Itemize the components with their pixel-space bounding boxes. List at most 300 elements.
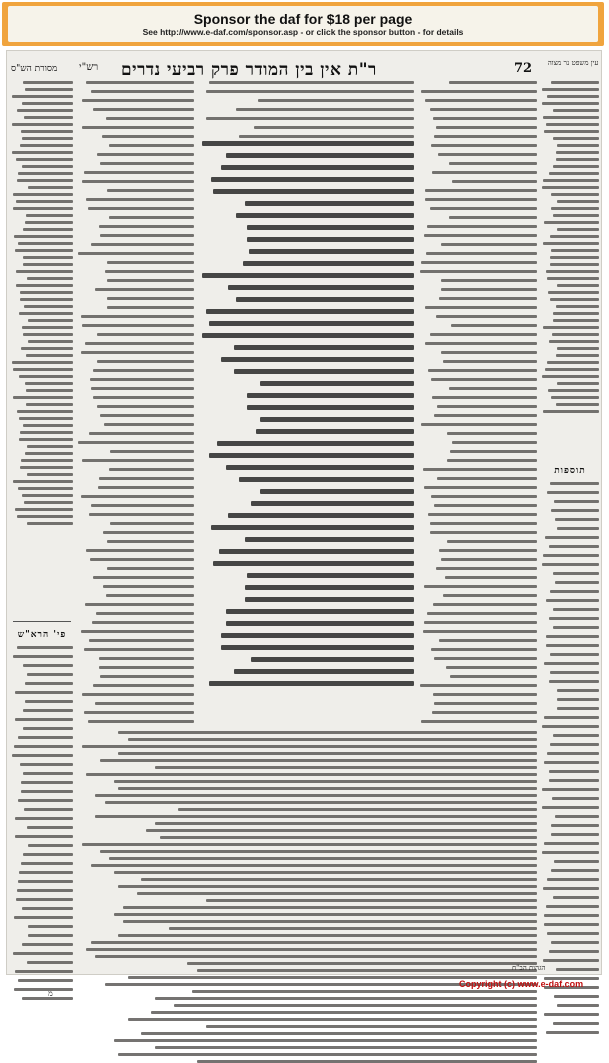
text-line bbox=[542, 725, 599, 728]
text-line bbox=[26, 214, 73, 217]
tosafot-section-label: תוספות bbox=[554, 466, 586, 476]
text-line bbox=[425, 306, 537, 309]
text-line bbox=[550, 235, 599, 238]
ein-mishpat-column bbox=[541, 81, 599, 461]
text-line bbox=[78, 441, 194, 444]
text-line bbox=[85, 603, 194, 606]
sponsor-banner[interactable] bbox=[2, 2, 604, 46]
text-line bbox=[19, 312, 73, 315]
text-line bbox=[13, 480, 73, 483]
bottom-commentary bbox=[77, 731, 537, 963]
text-line bbox=[85, 342, 194, 345]
text-line bbox=[103, 585, 194, 588]
text-line bbox=[178, 808, 537, 811]
text-line bbox=[256, 429, 414, 434]
text-line bbox=[421, 423, 537, 426]
text-line bbox=[109, 468, 194, 471]
text-line bbox=[450, 675, 537, 678]
text-line bbox=[155, 766, 537, 769]
text-line bbox=[548, 291, 599, 294]
text-line bbox=[423, 468, 537, 471]
text-line bbox=[23, 81, 73, 84]
text-line bbox=[107, 189, 194, 192]
text-line bbox=[221, 357, 414, 362]
text-line bbox=[211, 177, 414, 182]
text-line bbox=[28, 319, 73, 322]
text-line bbox=[21, 862, 73, 865]
text-line bbox=[24, 501, 73, 504]
text-line bbox=[431, 648, 537, 651]
text-line bbox=[549, 770, 599, 773]
text-line bbox=[226, 465, 414, 470]
text-line bbox=[551, 824, 599, 827]
text-line bbox=[542, 102, 599, 105]
text-line bbox=[197, 1060, 537, 1063]
text-line bbox=[555, 581, 599, 584]
text-line bbox=[421, 90, 537, 93]
text-line bbox=[95, 288, 194, 291]
text-line bbox=[91, 90, 194, 93]
text-line bbox=[441, 558, 537, 561]
text-line bbox=[260, 417, 414, 422]
text-line bbox=[451, 324, 537, 327]
text-line bbox=[438, 153, 537, 156]
text-line bbox=[16, 270, 73, 273]
text-line bbox=[556, 354, 599, 357]
text-line bbox=[28, 925, 73, 928]
text-line bbox=[106, 594, 194, 597]
text-line bbox=[23, 772, 73, 775]
text-line bbox=[445, 576, 537, 579]
text-line bbox=[217, 441, 414, 446]
text-line bbox=[542, 806, 599, 809]
text-line bbox=[91, 504, 194, 507]
text-line bbox=[425, 189, 537, 192]
text-line bbox=[554, 500, 599, 503]
text-line bbox=[12, 95, 73, 98]
text-line bbox=[100, 675, 194, 678]
text-line bbox=[97, 153, 194, 156]
text-line bbox=[25, 382, 73, 385]
text-line bbox=[557, 707, 599, 710]
text-line bbox=[84, 648, 194, 651]
text-line bbox=[15, 249, 73, 252]
text-line bbox=[88, 207, 194, 210]
text-line bbox=[123, 920, 537, 923]
text-line bbox=[86, 198, 194, 201]
text-line bbox=[549, 680, 599, 683]
hagahot-label: הגהות הב"ח bbox=[512, 964, 546, 972]
text-line bbox=[544, 716, 599, 719]
text-line bbox=[107, 261, 194, 264]
text-line bbox=[431, 144, 537, 147]
text-line bbox=[545, 368, 599, 371]
text-line bbox=[557, 382, 599, 385]
text-line bbox=[430, 531, 537, 534]
text-line bbox=[421, 720, 537, 723]
text-line bbox=[25, 700, 73, 703]
text-line bbox=[95, 702, 194, 705]
text-line bbox=[557, 698, 599, 701]
text-line bbox=[553, 626, 599, 629]
text-line bbox=[554, 860, 599, 863]
text-line bbox=[12, 754, 73, 757]
text-line bbox=[239, 135, 414, 138]
text-line bbox=[549, 617, 599, 620]
text-line bbox=[436, 126, 537, 129]
text-line bbox=[544, 842, 599, 845]
text-line bbox=[247, 237, 414, 242]
text-line bbox=[15, 508, 73, 511]
text-line bbox=[556, 151, 600, 154]
text-line bbox=[24, 305, 73, 308]
text-line bbox=[88, 720, 194, 723]
text-line bbox=[548, 389, 599, 392]
text-line bbox=[91, 243, 194, 246]
text-line bbox=[95, 794, 537, 797]
text-line bbox=[557, 228, 599, 231]
text-line bbox=[546, 905, 599, 908]
text-line bbox=[424, 486, 537, 489]
text-line bbox=[254, 126, 415, 129]
text-line bbox=[421, 261, 537, 264]
text-line bbox=[128, 738, 537, 741]
text-line bbox=[22, 137, 73, 140]
text-line bbox=[245, 585, 414, 590]
text-line bbox=[21, 347, 73, 350]
text-line bbox=[202, 273, 414, 278]
text-line bbox=[14, 988, 73, 991]
text-line bbox=[441, 243, 537, 246]
text-line bbox=[439, 297, 537, 300]
text-line bbox=[555, 518, 599, 521]
text-line bbox=[118, 731, 537, 734]
text-line bbox=[17, 646, 73, 649]
text-line bbox=[556, 968, 599, 971]
text-line bbox=[118, 934, 537, 937]
text-line bbox=[441, 279, 537, 282]
text-line bbox=[100, 759, 537, 762]
commentary-column-inner bbox=[77, 81, 194, 721]
text-line bbox=[89, 639, 194, 642]
sponsor-title[interactable]: Sponsor the daf for $18 per page bbox=[193, 10, 413, 27]
text-line bbox=[434, 135, 537, 138]
text-line bbox=[27, 826, 74, 829]
text-line bbox=[555, 815, 599, 818]
text-line bbox=[542, 88, 599, 91]
text-line bbox=[544, 923, 599, 926]
text-line bbox=[114, 780, 537, 783]
text-line bbox=[23, 853, 73, 856]
text-line bbox=[544, 221, 599, 224]
text-line bbox=[546, 123, 599, 126]
text-line bbox=[234, 345, 414, 350]
text-line bbox=[551, 81, 599, 84]
text-line bbox=[213, 189, 414, 194]
text-line bbox=[202, 333, 414, 338]
text-line bbox=[546, 644, 599, 647]
rashi-section-label: פי' הרא"ש bbox=[17, 630, 67, 640]
text-line bbox=[542, 186, 599, 189]
text-line bbox=[443, 594, 537, 597]
text-line bbox=[18, 736, 73, 739]
text-line bbox=[27, 277, 73, 280]
text-line bbox=[550, 590, 599, 593]
text-line bbox=[92, 621, 194, 624]
text-line bbox=[86, 549, 194, 552]
text-line bbox=[547, 95, 599, 98]
text-line bbox=[553, 896, 599, 899]
text-line bbox=[187, 962, 537, 965]
text-line bbox=[18, 487, 73, 490]
text-line bbox=[424, 234, 537, 237]
commentary-column-outer bbox=[419, 81, 537, 721]
text-line bbox=[552, 797, 599, 800]
text-line bbox=[449, 216, 538, 219]
text-line bbox=[553, 312, 599, 315]
text-line bbox=[89, 432, 194, 435]
text-line bbox=[247, 393, 414, 398]
text-line bbox=[81, 351, 194, 354]
text-line bbox=[550, 653, 599, 656]
text-line bbox=[160, 836, 537, 839]
text-line bbox=[447, 540, 537, 543]
text-line bbox=[424, 621, 537, 624]
text-line bbox=[428, 513, 537, 516]
text-line bbox=[90, 378, 194, 381]
text-line bbox=[557, 144, 599, 147]
text-line bbox=[78, 252, 194, 255]
text-line bbox=[82, 745, 537, 748]
text-line bbox=[551, 249, 599, 252]
copyright-link[interactable]: Copyright (c) www.e-daf.com bbox=[459, 979, 584, 989]
text-line bbox=[449, 81, 538, 84]
text-line bbox=[434, 702, 537, 705]
text-line bbox=[543, 326, 599, 329]
text-line bbox=[128, 1018, 537, 1021]
text-line bbox=[13, 396, 73, 399]
text-line bbox=[28, 186, 73, 189]
sponsor-banner-inner[interactable] bbox=[8, 6, 598, 42]
text-line bbox=[553, 608, 599, 611]
text-line bbox=[26, 354, 73, 357]
text-line bbox=[543, 242, 599, 245]
text-line bbox=[557, 347, 599, 350]
footer-note: מ bbox=[48, 989, 53, 998]
text-line bbox=[245, 597, 414, 602]
text-line bbox=[545, 536, 599, 539]
text-line bbox=[436, 315, 537, 318]
text-line bbox=[544, 1013, 599, 1016]
text-line bbox=[449, 162, 538, 165]
text-line bbox=[22, 326, 73, 329]
text-line bbox=[18, 172, 73, 175]
sponsor-subtitle[interactable]: See http://www.e-daf.com/sponsor.asp - or click the sponsor button - for details bbox=[142, 26, 464, 37]
text-line bbox=[93, 396, 194, 399]
text-line bbox=[553, 165, 599, 168]
text-line bbox=[23, 228, 73, 231]
text-line bbox=[82, 693, 194, 696]
text-line bbox=[15, 691, 73, 694]
text-line bbox=[557, 1004, 599, 1007]
text-line bbox=[97, 333, 194, 336]
text-line bbox=[432, 171, 537, 174]
text-line bbox=[426, 252, 537, 255]
text-line bbox=[547, 491, 599, 494]
text-line bbox=[81, 315, 194, 318]
text-line bbox=[21, 459, 73, 462]
text-line bbox=[543, 554, 599, 557]
text-line bbox=[557, 200, 599, 203]
text-line bbox=[155, 822, 537, 825]
text-line bbox=[82, 843, 537, 846]
text-line bbox=[25, 452, 73, 455]
text-line bbox=[446, 666, 537, 669]
text-line bbox=[15, 970, 73, 973]
text-line bbox=[17, 515, 73, 518]
text-line bbox=[100, 234, 194, 237]
text-line bbox=[27, 473, 73, 476]
text-line bbox=[247, 405, 414, 410]
text-line bbox=[206, 1025, 537, 1028]
text-line bbox=[554, 995, 599, 998]
text-line bbox=[549, 779, 599, 782]
text-line bbox=[434, 504, 537, 507]
text-line bbox=[110, 450, 194, 453]
text-line bbox=[84, 711, 194, 714]
text-line bbox=[546, 599, 599, 602]
text-line bbox=[17, 410, 73, 413]
text-line bbox=[430, 522, 537, 525]
text-line bbox=[428, 369, 537, 372]
text-line bbox=[20, 763, 73, 766]
text-line bbox=[557, 527, 599, 530]
text-line bbox=[155, 997, 537, 1000]
text-line bbox=[17, 109, 73, 112]
text-line bbox=[420, 270, 537, 273]
text-line bbox=[91, 941, 537, 944]
text-line bbox=[118, 1053, 537, 1056]
text-line bbox=[443, 360, 537, 363]
text-line bbox=[114, 871, 537, 874]
text-line bbox=[16, 158, 73, 161]
text-line bbox=[542, 851, 599, 854]
text-line bbox=[13, 368, 73, 371]
text-line bbox=[141, 1032, 537, 1035]
text-line bbox=[20, 466, 73, 469]
text-line bbox=[206, 899, 537, 902]
text-line bbox=[24, 116, 73, 119]
text-line bbox=[103, 531, 194, 534]
text-line bbox=[27, 673, 73, 676]
text-line bbox=[434, 657, 537, 660]
text-line bbox=[15, 817, 73, 820]
text-line bbox=[211, 525, 414, 530]
text-line bbox=[19, 417, 73, 420]
text-line bbox=[13, 207, 73, 210]
text-line bbox=[99, 666, 194, 669]
text-line bbox=[22, 907, 73, 910]
text-line bbox=[226, 621, 414, 626]
text-line bbox=[249, 249, 414, 254]
text-line bbox=[19, 871, 73, 874]
text-line bbox=[245, 537, 414, 542]
text-line bbox=[99, 657, 194, 660]
text-line bbox=[452, 441, 537, 444]
text-line bbox=[90, 558, 194, 561]
text-line bbox=[260, 489, 414, 494]
text-line bbox=[247, 573, 414, 578]
text-line bbox=[109, 216, 194, 219]
text-line bbox=[425, 342, 537, 345]
text-line bbox=[430, 333, 537, 336]
text-line bbox=[425, 99, 537, 102]
text-line bbox=[542, 375, 599, 378]
text-line bbox=[110, 522, 194, 525]
text-line bbox=[25, 221, 73, 224]
text-line bbox=[550, 743, 599, 746]
text-line bbox=[22, 943, 73, 946]
text-line bbox=[114, 1039, 537, 1042]
text-line bbox=[226, 153, 414, 158]
text-line bbox=[553, 1022, 599, 1025]
text-line bbox=[107, 297, 194, 300]
text-line bbox=[13, 655, 73, 658]
text-line bbox=[433, 693, 537, 696]
text-line bbox=[550, 263, 599, 266]
text-line bbox=[24, 808, 73, 811]
text-line bbox=[202, 141, 414, 146]
text-line bbox=[100, 850, 537, 853]
text-line bbox=[260, 381, 414, 386]
ein-mishpat-header: עין משפט נר מצוה bbox=[547, 59, 599, 67]
text-line bbox=[109, 857, 537, 860]
text-line bbox=[450, 450, 537, 453]
text-line bbox=[114, 913, 537, 916]
text-line bbox=[547, 878, 599, 881]
text-line bbox=[15, 718, 73, 721]
text-line bbox=[28, 340, 73, 343]
text-line bbox=[550, 256, 599, 259]
text-line bbox=[137, 892, 537, 895]
text-line bbox=[23, 333, 73, 336]
text-line bbox=[81, 630, 194, 633]
text-line bbox=[550, 298, 599, 301]
text-line bbox=[23, 256, 73, 259]
text-line bbox=[221, 645, 414, 650]
text-line bbox=[20, 291, 73, 294]
text-line bbox=[107, 567, 194, 570]
text-line bbox=[146, 829, 537, 832]
text-line bbox=[437, 405, 537, 408]
text-line bbox=[91, 387, 194, 390]
text-line bbox=[15, 835, 73, 838]
text-line bbox=[547, 277, 599, 280]
text-line bbox=[28, 844, 73, 847]
text-line bbox=[209, 81, 414, 84]
text-line bbox=[425, 198, 537, 201]
text-line bbox=[452, 180, 537, 183]
text-line bbox=[95, 815, 537, 818]
text-line bbox=[155, 1046, 537, 1049]
text-line bbox=[439, 639, 537, 642]
text-line bbox=[546, 1031, 599, 1034]
text-line bbox=[22, 494, 73, 497]
text-line bbox=[91, 864, 537, 867]
text-line bbox=[93, 576, 194, 579]
text-line bbox=[247, 225, 414, 230]
text-line bbox=[93, 108, 194, 111]
